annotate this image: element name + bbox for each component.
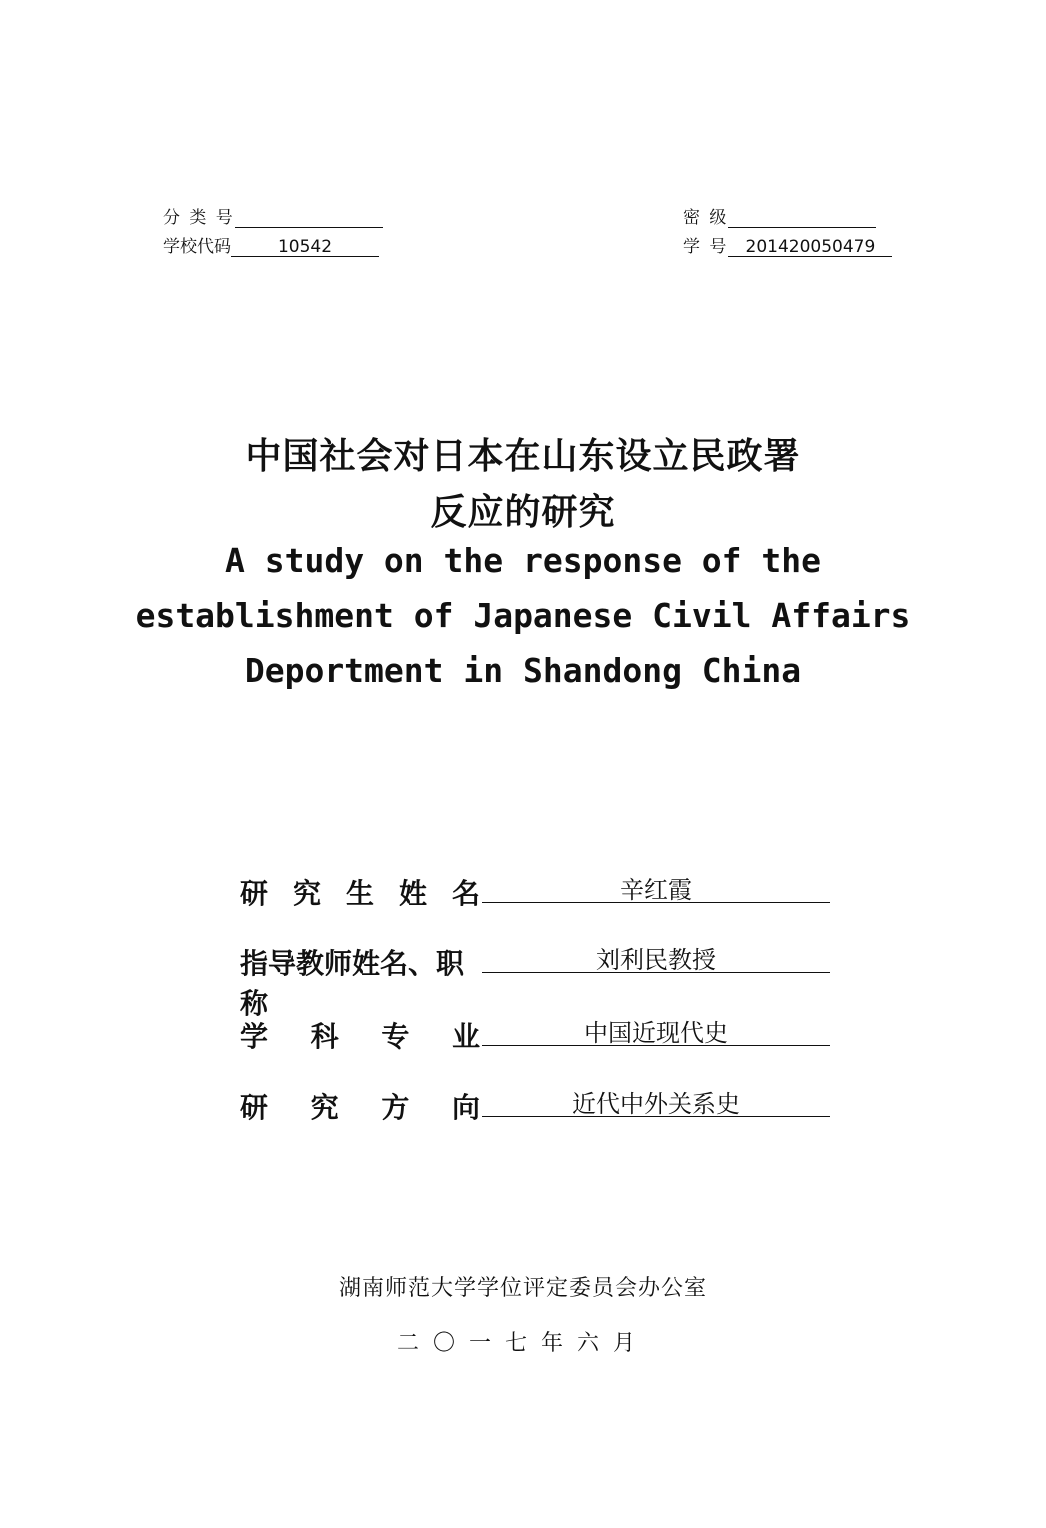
student-name-value: 辛红霞 xyxy=(620,876,692,904)
school-code-value: 10542 xyxy=(231,237,379,257)
title-chinese-line-2: 反应的研究 xyxy=(430,492,616,533)
major-label: 学 科 专 业 xyxy=(240,1020,480,1053)
major-value: 中国近现代史 xyxy=(584,1019,728,1047)
footer-date: 二〇一七年六月 xyxy=(396,1331,649,1356)
student-name-row xyxy=(240,872,830,908)
title-chinese-line-1: 中国社会对日本在山东设立民政署 xyxy=(245,436,801,477)
school-code-field xyxy=(163,237,379,257)
research-direction-value: 近代中外关系史 xyxy=(572,1090,740,1118)
major-row xyxy=(240,1015,830,1051)
advisor-value: 刘利民教授 xyxy=(596,946,716,974)
classification-field xyxy=(163,208,383,228)
classification-label: 分 类 号 xyxy=(163,208,235,228)
footer-office: 湖南师范大学学位评定委员会办公室 xyxy=(338,1276,707,1301)
student-name-label: 研 究 生 姓 名 xyxy=(240,877,480,910)
school-code-label: 学校代码 xyxy=(163,237,231,257)
student-id-value: 201420050479 xyxy=(728,237,892,257)
student-id-field xyxy=(683,237,892,257)
research-direction-label: 研 究 方 向 xyxy=(240,1091,480,1124)
title-english-line-2: establishment of Japanese Civil Affairs xyxy=(135,596,911,635)
secret-level-field xyxy=(683,208,876,228)
research-direction-row xyxy=(240,1086,830,1122)
title-english-line-3: Deportment in Shandong China xyxy=(244,651,802,690)
advisor-row xyxy=(240,942,830,1020)
secret-level-value xyxy=(728,208,876,228)
secret-level-label: 密 级 xyxy=(683,208,729,228)
title-english-line-1: A study on the response of the xyxy=(224,541,822,580)
classification-value xyxy=(235,208,383,228)
student-id-label: 学 号 xyxy=(683,237,729,257)
advisor-label: 指导教师姓名、职称 xyxy=(240,947,465,1020)
